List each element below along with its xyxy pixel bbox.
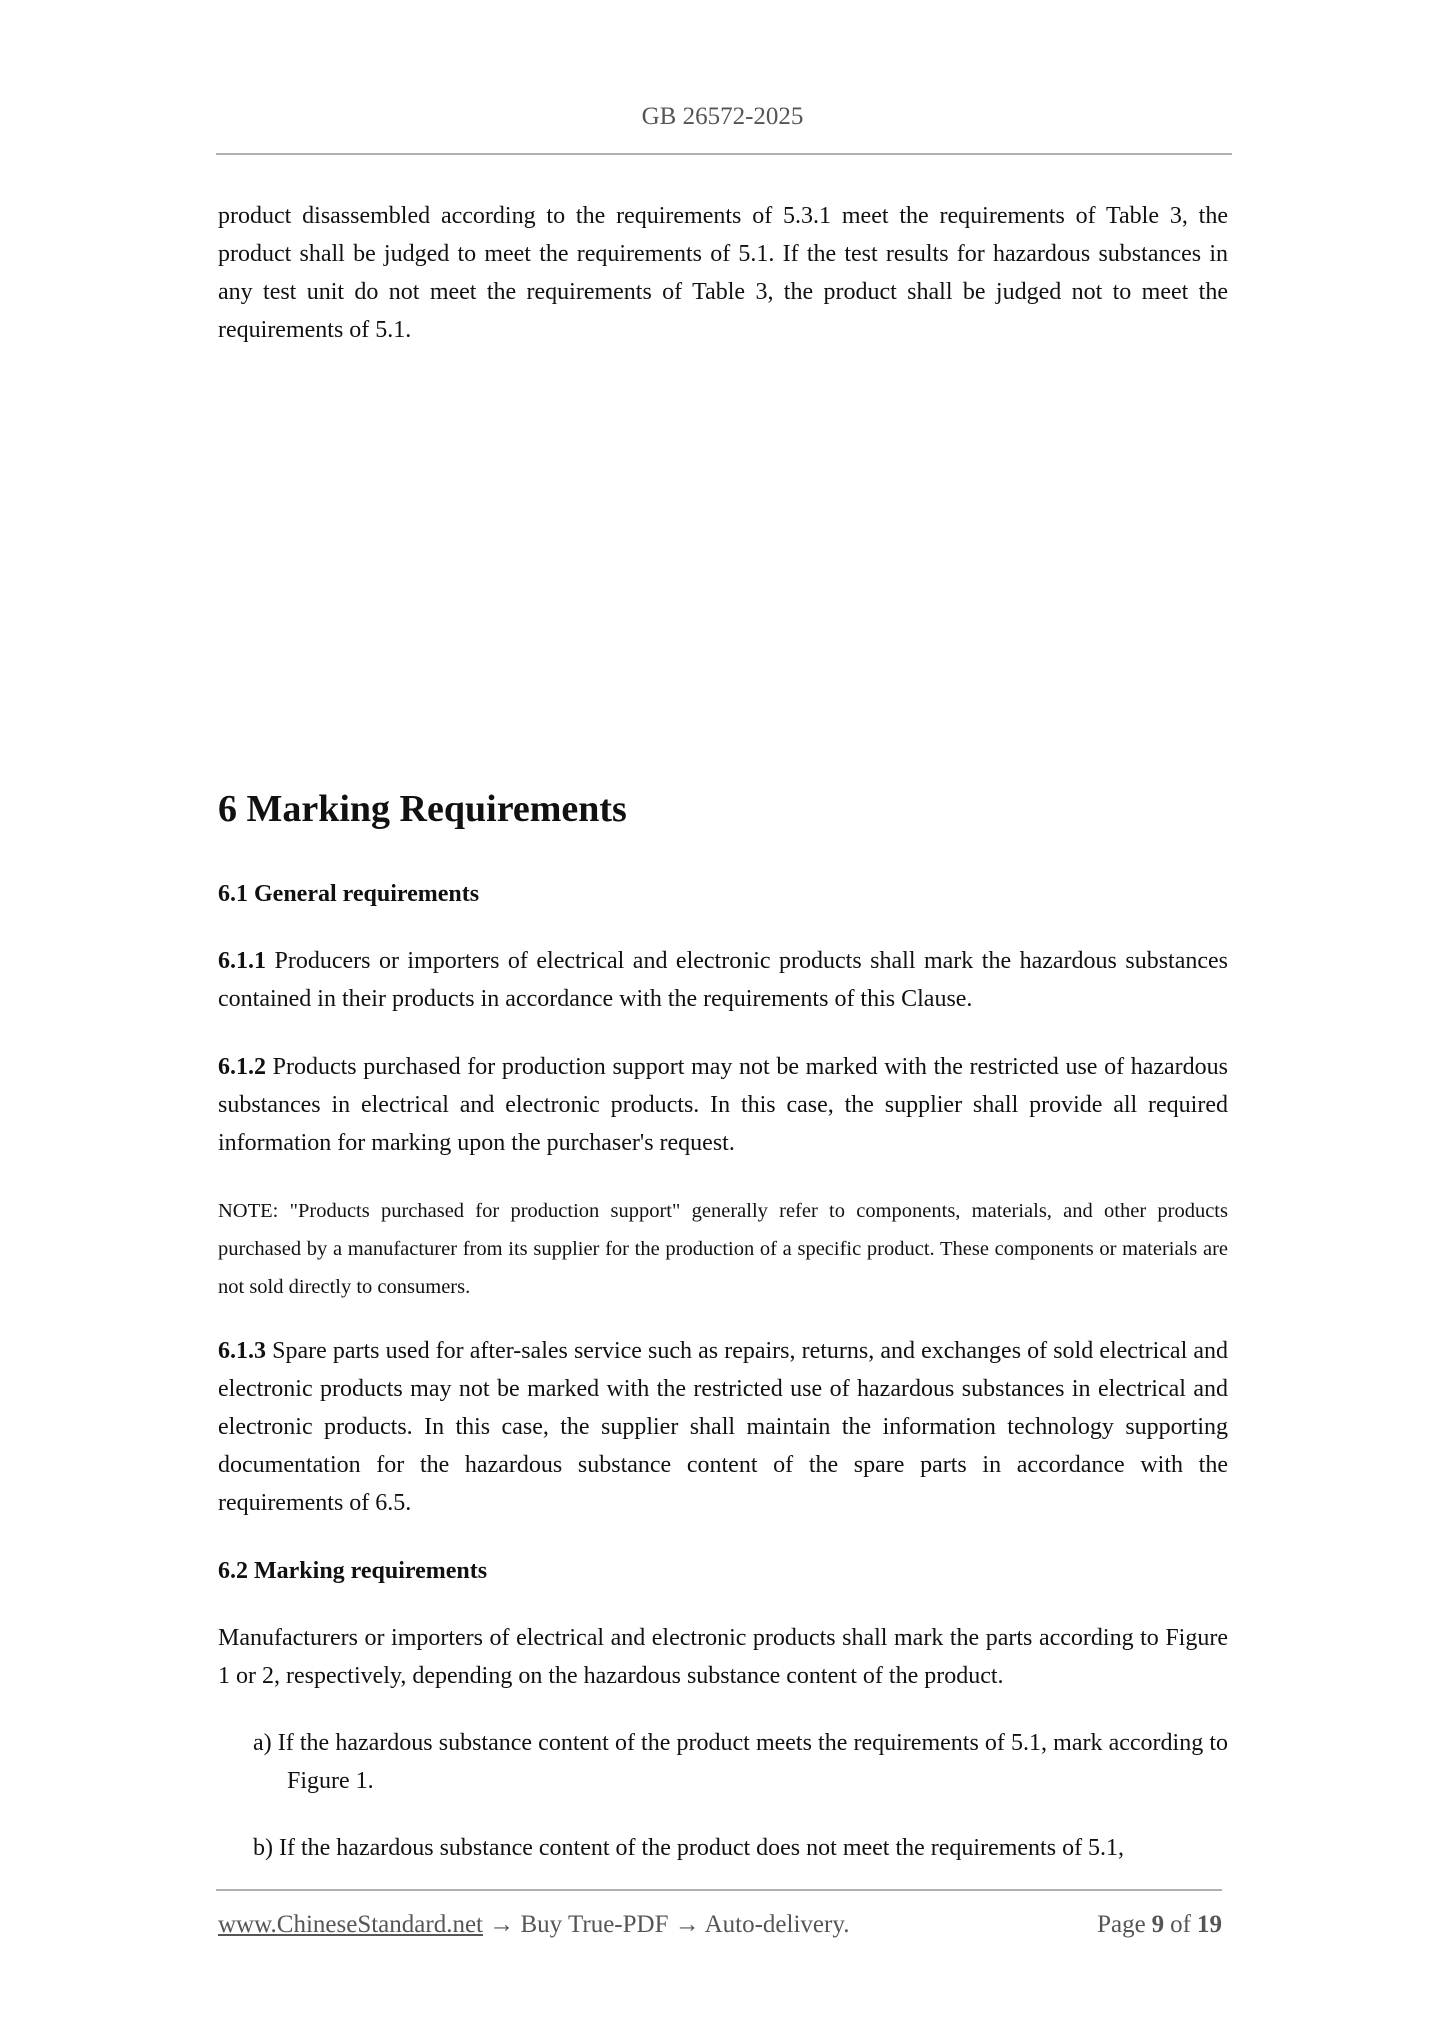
intro-paragraph: product disassembled according to the requirements of 5.3.1 meet the requirements of Table 3, the product shall be judged to meet the requirements of 5.1. If the test results for hazardous substances in any test unit do not meet the requirements of Table 3, the product shall be judged not to meet the requirements of 5.1.: [218, 203, 1228, 343]
document-header-title: GB 26572-2025: [641, 103, 804, 130]
clause-6-1-1: [218, 942, 1228, 1018]
clause-6-1-3: [218, 1332, 1228, 1522]
footer-divider: [216, 1889, 1222, 1891]
clause-6-1-2: [218, 1048, 1228, 1162]
header-divider: [216, 153, 1232, 155]
clause-text: Spare parts used for after-sales service such as repairs, returns, and exchanges of sold electrical and electronic products may not be marked with the restricted use of hazardous substances in electrical and electronic products. In this case, the supplier shall maintain the information technology supporting documentation for the hazardous substance content of the spare parts in accordance with the requirements of 6.5.: [218, 1338, 1228, 1516]
footer-promo: [218, 1910, 849, 1940]
auto-delivery-text: Auto-delivery.: [704, 1911, 850, 1938]
clause-number: 6.1.1: [218, 948, 266, 974]
subsection-heading-6-2: 6.2 Marking requirements: [218, 1558, 488, 1584]
clause-number: 6.1.2: [218, 1054, 266, 1080]
website-link[interactable]: www.ChineseStandard.net: [218, 1911, 483, 1938]
section-heading: 6 Marking Requirements: [218, 788, 627, 830]
list-item-b: b) If the hazardous substance content of the product does not meet the requirements of 5.1,: [253, 1835, 1125, 1861]
list-item-a: a) If the hazardous substance content of the product meets the requirements of 5.1, mark according to Figure 1.: [253, 1730, 1228, 1794]
marking-intro-paragraph: Manufacturers or importers of electrical and electronic products shall mark the parts according to Figure 1 or 2, respectively, depending on the hazardous substance content of the product.: [218, 1625, 1228, 1689]
list-item: [253, 1829, 1228, 1867]
note-paragraph: NOTE: "Products purchased for production support" generally refer to components, materials, and other products purchased by a manufacturer from its supplier for the production of a specific product. These components or materials are not sold directly to consumers.: [218, 1200, 1228, 1298]
clause-text: Producers or importers of electrical and electronic products shall mark the hazardous substances contained in their products in accordance with the requirements of this Clause.: [218, 948, 1228, 1012]
page-footer: [218, 1910, 1222, 1940]
page-indicator: [1097, 1910, 1222, 1940]
page-current: 9: [1151, 1911, 1165, 1938]
subsection-heading-6-1: 6.1 General requirements: [218, 881, 480, 907]
buy-true-pdf-text: Buy True-PDF: [520, 1911, 669, 1938]
page-label: Page: [1097, 1911, 1146, 1938]
clause-number: 6.1.3: [218, 1338, 266, 1364]
arrow-right-icon: →: [668, 1911, 705, 1938]
list-item: [253, 1724, 1228, 1800]
of-label: of: [1170, 1911, 1191, 1938]
clause-text: Products purchased for production support may not be marked with the restricted use of hazardous substances in electrical and electronic products. In this case, the supplier shall provide all required information for marking upon the purchaser's request.: [218, 1054, 1228, 1156]
arrow-right-icon: →: [483, 1911, 521, 1938]
page-total: 19: [1197, 1911, 1222, 1938]
